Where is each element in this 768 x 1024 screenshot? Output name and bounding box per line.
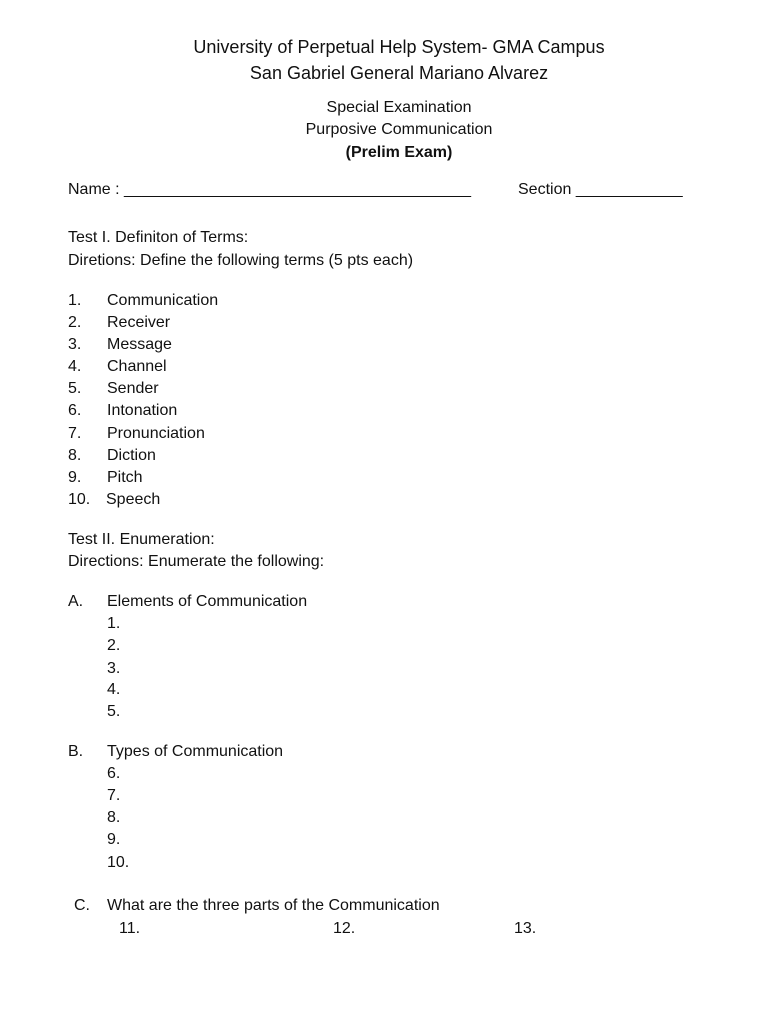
exam-type: Special Examination xyxy=(326,99,472,116)
answer-number: 5. xyxy=(107,703,121,720)
test1-title: Test I. Definiton of Terms: xyxy=(68,229,249,246)
list-item-number: 3. xyxy=(68,336,82,353)
list-item-term: Sender xyxy=(107,380,159,397)
test2-directions: Directions: Enumerate the following: xyxy=(68,553,325,570)
section-b-letter: B. xyxy=(68,743,84,760)
answer-number: 2. xyxy=(107,637,121,654)
list-item-term: Pronunciation xyxy=(107,425,205,442)
list-item-number: 1. xyxy=(68,292,82,309)
list-item-term: Speech xyxy=(106,491,161,508)
list-item-term: Message xyxy=(107,336,172,353)
list-item-term: Intonation xyxy=(107,402,178,419)
answer-number: 3. xyxy=(107,660,121,677)
exam-term: (Prelim Exam) xyxy=(345,144,453,161)
section-c-heading: What are the three parts of the Communication xyxy=(107,897,440,914)
list-item-number: 4. xyxy=(68,358,82,375)
answer-number: 9. xyxy=(107,831,121,848)
list-item-term: Diction xyxy=(107,447,156,464)
list-item-term: Channel xyxy=(107,358,167,375)
list-item-term: Receiver xyxy=(107,314,171,331)
answer-number: 11. xyxy=(119,920,141,937)
answer-number: 1. xyxy=(107,615,121,632)
section-field[interactable]: Section ____________ xyxy=(518,181,683,198)
name-field[interactable]: Name : _______________________________________ xyxy=(68,181,472,198)
list-item-number: 6. xyxy=(68,402,82,419)
answer-number: 13. xyxy=(514,920,537,937)
section-a-heading: Elements of Communication xyxy=(107,593,308,610)
answer-number: 7. xyxy=(107,787,121,804)
list-item-number: 7. xyxy=(68,425,82,442)
list-item-term: Pitch xyxy=(107,469,143,486)
list-item-term: Communication xyxy=(107,292,219,309)
answer-number: 6. xyxy=(107,765,121,782)
list-item-number: 8. xyxy=(68,447,82,464)
list-item-number: 2. xyxy=(68,314,82,331)
section-b-heading: Types of Communication xyxy=(107,743,284,760)
list-item-number: 9. xyxy=(68,469,82,486)
answer-number: 4. xyxy=(107,681,121,698)
subject-title: Purposive Communication xyxy=(305,121,493,138)
section-c-letter: C. xyxy=(74,897,90,914)
answer-number: 12. xyxy=(333,920,356,937)
list-item-number: 5. xyxy=(68,380,82,397)
test1-directions: Diretions: Define the following terms (5 pts each) xyxy=(68,252,414,269)
answer-number: 8. xyxy=(107,809,121,826)
section-a-letter: A. xyxy=(68,593,84,610)
list-item-number: 10. xyxy=(68,491,91,508)
campus-address: San Gabriel General Mariano Alvarez xyxy=(249,63,549,83)
answer-number: 10. xyxy=(107,854,130,871)
university-title: University of Perpetual Help System- GMA Campus xyxy=(193,37,605,57)
test2-title: Test II. Enumeration: xyxy=(68,531,215,548)
